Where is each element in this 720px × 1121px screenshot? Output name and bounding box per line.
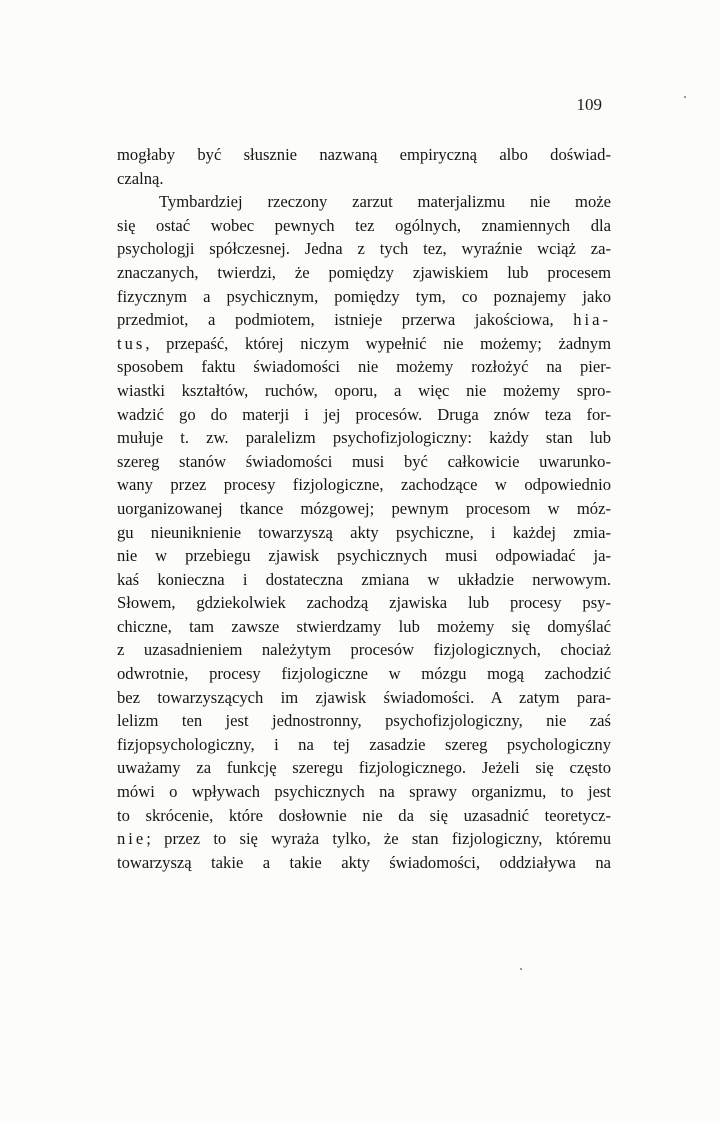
text-line: lelizm ten jest jednostronny, psychofizjologiczny, nie zaś [117,711,611,731]
text-line: nie; przez to się wyraża tylko, że stan fizjologiczny, któremu [117,829,611,849]
text-line: tus, przepaść, której niczym wypełnić nie możemy; żadnym [117,333,611,353]
text-line: nie w przebiegu zjawisk psychicznych musi odpowiadać ja- [117,546,611,566]
text-line: bez towarzyszących im zjawisk świadomości. A zatym para- [117,687,611,707]
text-line: sposobem faktu świadomości nie możemy rozłożyć na pier- [117,357,611,377]
text-line: psychologji spółczesnej. Jedna z tych tez, wyraźnie wciąż za- [117,239,611,259]
spaced-emphasis: tus [117,333,146,353]
text-line: uważamy za funkcję szeregu fizjologicznego. Jeżeli się często [117,758,611,778]
page-number: 109 [576,95,602,114]
spaced-emphasis: nie [117,829,147,849]
paragraph-start-line: Tymbardziej rzeczony zarzut materjalizmu nie może [159,192,611,212]
text-line: Słowem, gdziekolwiek zachodzą zjawiska lub procesy psy- [117,593,611,613]
text-line: mułuje t. zw. paralelizm psychofizjologiczny: każdy stan lub [117,428,611,448]
text-line: wany przez procesy fizjologiczne, zachodzące w odpowiednio [117,475,611,495]
scan-speck [520,968,522,970]
text-line: chiczne, tam zawsze stwierdzamy lub możemy się domyślać [117,616,611,636]
text-line: odwrotnie, procesy fizjologiczne w mózgu mogą zachodzić [117,664,611,684]
text-line: się ostać wobec pewnych tez ogólnych, znamiennych dla [117,215,611,235]
text-line: gu nieuniknienie towarzyszą akty psychiczne, i każdej zmia- [117,522,611,542]
text-line: znaczanych, twierdzi, że pomiędzy zjawiskiem lub procesem [117,262,611,282]
spaced-emphasis: hia- [573,310,611,330]
text-line: mówi o wpływach psychicznych na sprawy organizmu, to jest [117,782,611,802]
text-line: mogłaby być słusznie nazwaną empiryczną albo doświad- [117,145,611,164]
text-line: szereg stanów świadomości musi być całkowicie uwarunko- [117,451,611,471]
text-line: wiastki kształtów, ruchów, oporu, a więc nie możemy spro- [117,380,611,400]
text-line: fizycznym a psychicznym, pomiędzy tym, co poznajemy jako [117,286,611,306]
text-line: to skrócenie, które dosłownie nie da się uzasadnić teoretycz- [117,805,611,825]
text-line: kaś konieczna i dostateczna zmiana w układzie nerwowym. [117,569,611,589]
text-line: wadzić go do materji i jej procesów. Druga znów teza for- [117,404,611,424]
text-line: z uzasadnieniem należytym procesów fizjologicznych, chociaż [117,640,611,660]
text-line: fizjopsychologiczny, i na tej zasadzie szereg psychologiczny [117,734,611,754]
body-text [117,143,611,874]
text-line: uorganizowanej tkance mózgowej; pewnym procesom w móz- [117,498,611,518]
text-line: przedmiot, a podmiotem, istnieje przerwa jakościowa, hia- [117,310,611,330]
scan-speck [684,96,686,98]
text-line: czalną. [117,168,164,188]
text-line: towarzyszą takie a takie akty świadomości, oddziaływa na [117,852,611,872]
